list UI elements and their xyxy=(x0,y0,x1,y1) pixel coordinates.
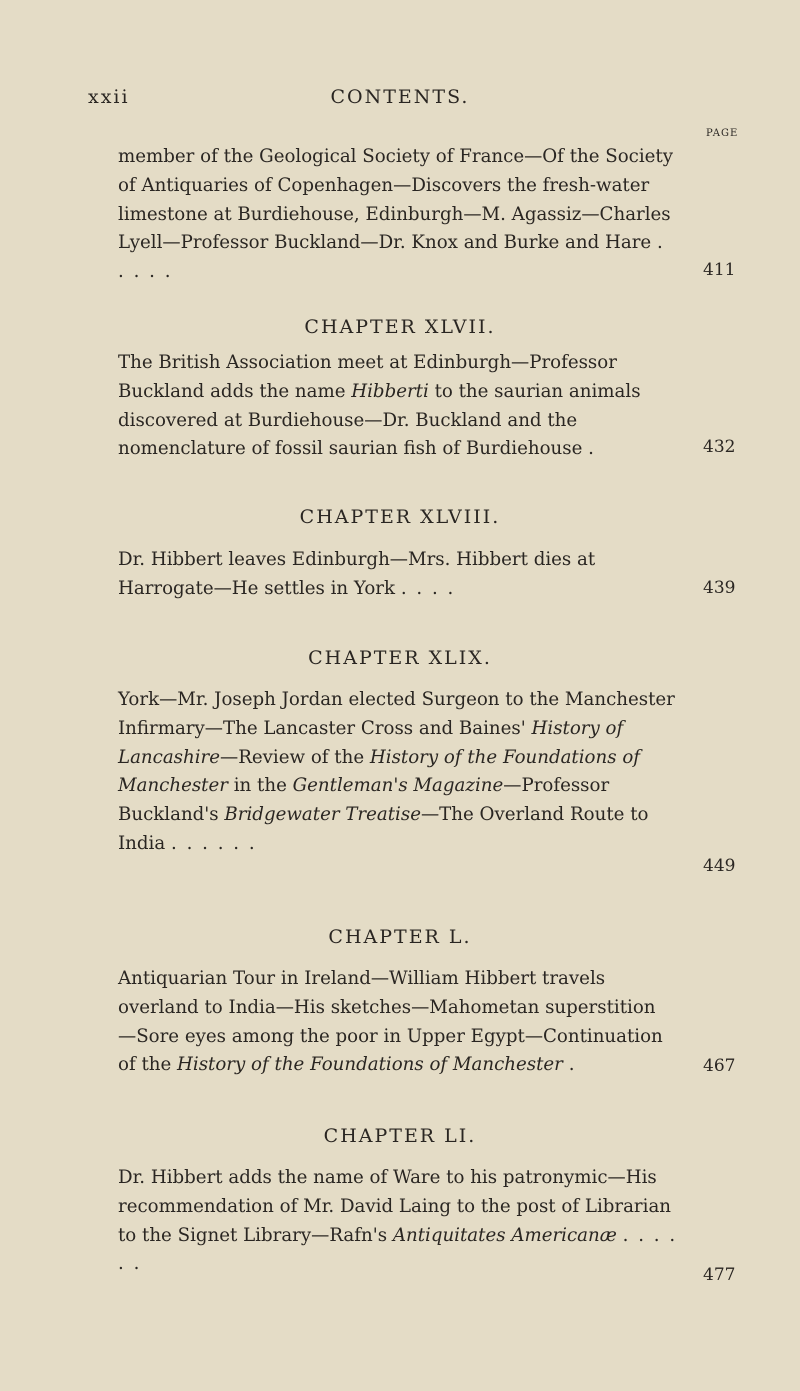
chapter-heading: CHAPTER L. xyxy=(328,926,472,948)
entry-page: 467 xyxy=(703,1056,736,1076)
page-column-label: PAGE xyxy=(706,128,739,139)
toc-entry: York—Mr. Joseph Jordan elected Surgeon to the Manchester Infirmary—The Lancaster Cross and Baines' History of Lancashire—Review of the History of the Foundations of Manchester in the Gentleman's Magazine—Professor Buckland's Bridgewater Treatise—The Overland Route to India . . . . . . xyxy=(118,689,675,854)
page-number: xxii xyxy=(88,86,130,108)
entry-page: 449 xyxy=(703,856,736,876)
entry-page: 439 xyxy=(703,578,736,598)
chapter-heading: CHAPTER LI. xyxy=(323,1125,477,1147)
entry-page: 477 xyxy=(703,1265,736,1285)
entry-text: member of the Geological Society of France—Of the Society of Antiquaries of Copenhagen—Discovers the fresh-water limestone at Burdiehouse, Edinburgh—M. Agassiz—Charles Lyell—Professor Buckland—Dr. Knox and Burke and Hare xyxy=(118,146,674,254)
entry-page: 432 xyxy=(703,437,736,457)
running-title: CONTENTS. xyxy=(330,86,470,108)
entry-page: 411 xyxy=(703,260,736,280)
entry-text: Dr. Hibbert leaves Edinburgh—Mrs. Hibbert dies at Harrogate—He settles in York xyxy=(118,549,596,599)
toc-entry: Antiquarian Tour in Ireland—William Hibbert travels overland to India—His sketches—Mahometan superstition —Sore eyes among the poor in Upper Egypt—Continuation of the History of the Foundations of Manchester . xyxy=(118,968,663,1076)
chapter-heading: CHAPTER XLIX. xyxy=(308,647,492,669)
toc-entry: The British Association meet at Edinburgh—Professor Buckland adds the name Hibberti to the saurian animals discovered at Burdiehouse—Dr. Buckland and the nomenclature of fossil saurian fish of Burdiehouse . xyxy=(118,352,641,460)
toc-entry: Dr. Hibbert adds the name of Ware to his patronymic—His recommendation of Mr. David Laing to the post of Librarian to the Signet Library—Rafn's Antiquitates Americanæ . . . . . . xyxy=(118,1167,678,1275)
running-head xyxy=(0,86,800,116)
chapter-heading: CHAPTER XLVIII. xyxy=(299,506,501,528)
toc-entry: Dr. Hibbert leaves Edinburgh—Mrs. Hibbert dies at Harrogate—He settles in York . . . . xyxy=(118,549,596,599)
chapter-heading: CHAPTER XLVII. xyxy=(304,316,496,338)
toc-entry: member of the Geological Society of France—Of the Society of Antiquaries of Copenhagen—Discovers the fresh-water limestone at Burdiehouse, Edinburgh—M. Agassiz—Charles Lyell—Professor Buckland—Dr. Knox and Burke and Hare . . . . . xyxy=(118,146,674,283)
